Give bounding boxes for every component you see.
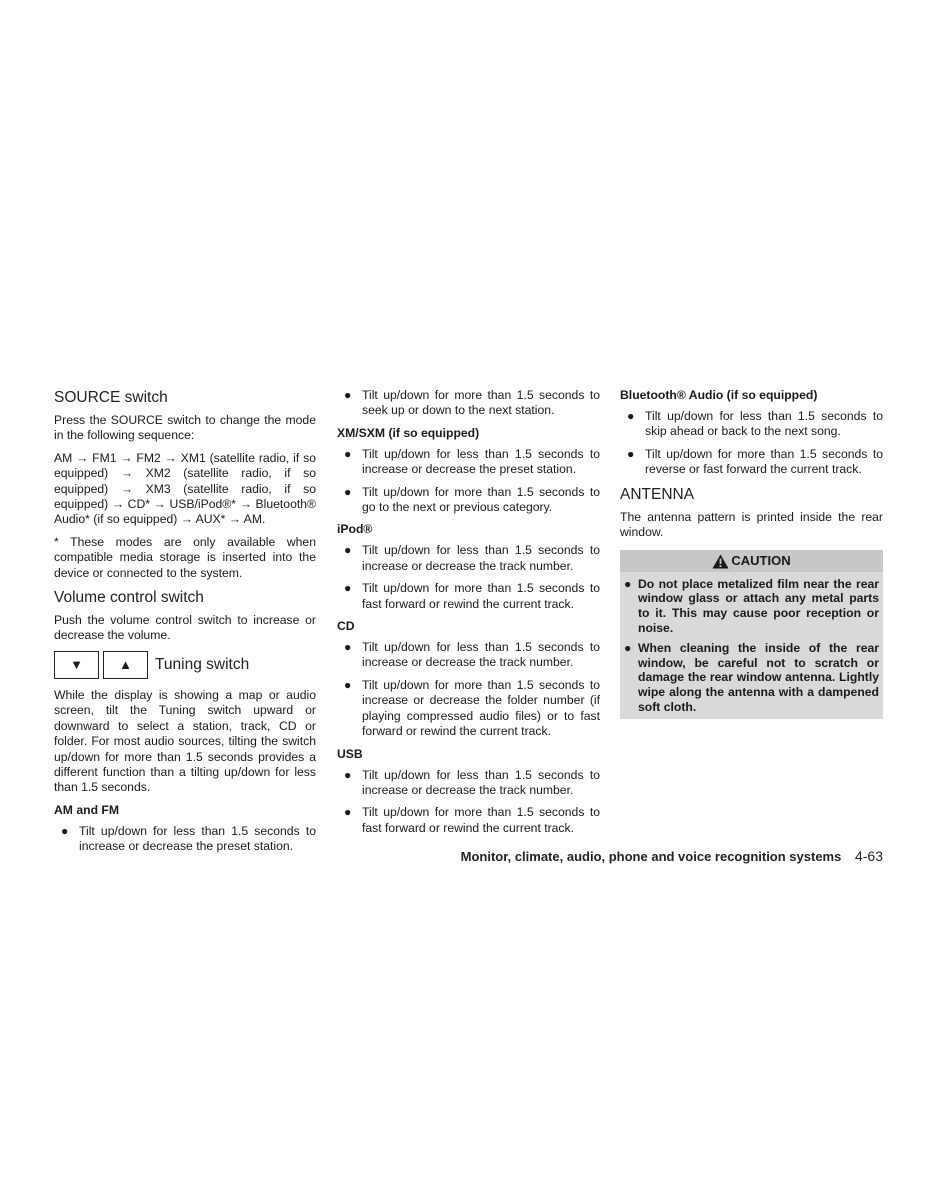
bullet-icon: ● <box>344 446 352 461</box>
ipod-heading: iPod® <box>337 522 373 537</box>
bullet-text: Tilt up/down for less than 1.5 seconds to increase or decrease the preset station. <box>362 446 600 477</box>
volume-text: Push the volume control switch to increase or decrease the volume. <box>54 613 316 643</box>
caution-body <box>620 572 883 719</box>
antenna-heading: ANTENNA <box>620 485 695 503</box>
bullet-text: Tilt up/down for less than 1.5 seconds to increase or decrease the track number. <box>362 640 600 670</box>
usb-bullet-2 <box>337 805 600 836</box>
source-sequence-text: AM → FM1 → FM2 → XM1 (satellite radio, if so equipped) → XM2 (satellite radio, if so equipped) → XM3 (satellite radio, if so equipped) → CD* → USB/iPod®* → Bluetooth® Audio* (if so equipped) → AUX* → AM. <box>54 450 316 527</box>
caution-bullet-1 <box>622 577 879 635</box>
am-fm-heading: AM and FM <box>54 802 119 817</box>
cd-bullet-2 <box>337 678 600 740</box>
column-3 <box>620 388 883 719</box>
caution-bullet-2 <box>622 641 879 714</box>
volume-switch-heading: Volume control switch <box>54 589 204 607</box>
source-intro-text: Press the SOURCE switch to change the mode in the following sequence: <box>54 413 316 443</box>
tuning-switch-header <box>54 651 316 679</box>
caution-header <box>620 550 883 571</box>
bullet-icon: ● <box>344 388 352 402</box>
usb-heading: USB <box>337 746 363 761</box>
bullet-text: Tilt up/down for more than 1.5 seconds to reverse or fast forward the current track. <box>645 446 883 477</box>
bullet-text: Tilt up/down for less than 1.5 seconds to skip ahead or back to the next song. <box>645 409 883 439</box>
caution-text: Do not place metalized film near the rear window glass or attach any metal parts to it. This may cause poor reception or noise. <box>638 576 879 635</box>
tuning-text: While the display is showing a map or audio screen, tilt the Tuning switch upward or downward to select a station, track, CD or folder. For most audio sources, tilting the switch up/down for more than 1.5 seconds provides a different function than a tilting up/down for less than 1.5 seconds. <box>54 687 316 795</box>
bullet-icon: ● <box>624 641 632 656</box>
ipod-bullet-1 <box>337 543 600 574</box>
tuning-switch-heading: Tuning switch <box>155 656 250 674</box>
usb-bullet-1 <box>337 768 600 799</box>
bullet-icon: ● <box>344 767 352 782</box>
footer-section-title: Monitor, climate, audio, phone and voice recognition systems <box>460 849 842 864</box>
caution-text: When cleaning the inside of the rear window, be careful not to scratch or damage the rear window antenna. Lightly wipe along the antenna with a dampened soft cloth. <box>638 641 879 714</box>
bullet-icon: ● <box>344 677 352 692</box>
bullet-icon: ● <box>627 446 635 461</box>
tuning-up-icon: ▲ <box>103 651 148 679</box>
caution-box <box>620 550 883 719</box>
caution-title: CAUTION <box>731 553 791 569</box>
bullet-text: Tilt up/down for less than 1.5 seconds to increase or decrease the track number. <box>362 543 600 573</box>
xm-bullet-1 <box>337 447 600 478</box>
xm-bullet-2 <box>337 485 600 516</box>
page-footer <box>461 848 883 864</box>
bullet-icon: ● <box>344 484 352 499</box>
bullet-icon: ● <box>61 823 69 838</box>
page-number: 4-63 <box>854 848 883 864</box>
bullet-text: Tilt up/down for more than 1.5 seconds to increase or decrease the folder number (if playing compressed audio files) or to fast forward or rewind the current track. <box>362 677 600 739</box>
column-2 <box>337 388 600 843</box>
bullet-icon: ● <box>624 576 632 591</box>
bullet-icon: ● <box>344 543 352 558</box>
bluetooth-bullet-1 <box>620 409 883 440</box>
bullet-text: Tilt up/down for less than 1.5 seconds to increase or decrease the preset station. <box>79 823 316 854</box>
bullet-text: Tilt up/down for less than 1.5 seconds to increase or decrease the track number. <box>362 767 600 797</box>
antenna-text: The antenna pattern is printed inside the rear window. <box>620 509 883 540</box>
bullet-icon: ● <box>344 805 352 820</box>
ipod-bullet-2 <box>337 581 600 612</box>
xm-sxm-heading: XM/SXM (if so equipped) <box>337 425 480 440</box>
cd-heading: CD <box>337 619 355 634</box>
cd-bullet-1 <box>337 640 600 671</box>
bullet-text: Tilt up/down for more than 1.5 seconds to seek up or down to the next station. <box>362 388 600 418</box>
bullet-text: Tilt up/down for more than 1.5 seconds to fast forward or rewind the current track. <box>362 805 600 835</box>
am-fm-bullet-2 <box>337 388 600 419</box>
bullet-text: Tilt up/down for more than 1.5 seconds to fast forward or rewind the current track. <box>362 581 600 611</box>
source-footnote-text: * These modes are only available when compatible media storage is inserted into the device or connected to the system. <box>54 534 316 580</box>
bluetooth-audio-heading: Bluetooth® Audio (if so equipped) <box>620 388 818 402</box>
bluetooth-bullet-2 <box>620 447 883 478</box>
am-fm-bullet-1 <box>54 824 316 855</box>
bullet-text: Tilt up/down for more than 1.5 seconds to go to the next or previous category. <box>362 484 600 515</box>
warning-triangle-icon <box>712 554 729 569</box>
bullet-icon: ● <box>344 640 352 655</box>
source-switch-heading: SOURCE switch <box>54 389 168 406</box>
bullet-icon: ● <box>344 581 352 596</box>
bullet-icon: ● <box>627 409 635 423</box>
tuning-down-icon: ▼ <box>54 651 99 679</box>
column-1 <box>54 388 316 862</box>
